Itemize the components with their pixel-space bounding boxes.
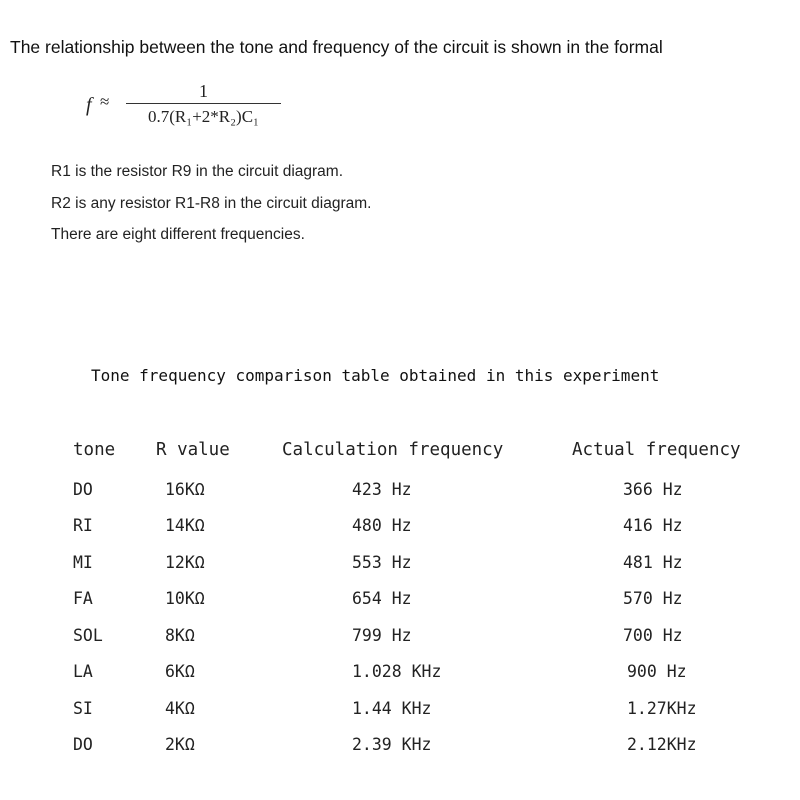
- cell-actual-frequency: 900 Hz: [627, 662, 687, 681]
- formula-fraction: [126, 80, 281, 128]
- header-calculation-frequency: Calculation frequency: [282, 440, 504, 460]
- cell-r-value: 16KΩ: [165, 480, 205, 499]
- cell-calculation-frequency: 654 Hz: [352, 589, 412, 608]
- frequency-formula: [86, 80, 306, 132]
- cell-actual-frequency: 416 Hz: [623, 516, 683, 535]
- cell-actual-frequency: 1.27KHz: [627, 699, 697, 718]
- formula-numerator: 1: [199, 81, 208, 101]
- cell-calculation-frequency: 1.028 KHz: [352, 662, 442, 681]
- note-r2: R2 is any resistor R1-R8 in the circuit diagram.: [51, 194, 372, 212]
- formula-fraction-bar: [126, 103, 281, 104]
- cell-calculation-frequency: 1.44 KHz: [352, 699, 432, 718]
- cell-calculation-frequency: 480 Hz: [352, 516, 412, 535]
- header-tone: tone: [73, 440, 116, 460]
- formula-approx-sign: ≈: [100, 92, 110, 111]
- cell-r-value: 6KΩ: [165, 662, 195, 681]
- cell-tone: LA: [73, 662, 93, 681]
- cell-actual-frequency: 481 Hz: [623, 553, 683, 572]
- cell-r-value: 8KΩ: [165, 626, 195, 645]
- cell-tone: DO: [73, 735, 93, 754]
- cell-tone: RI: [73, 516, 93, 535]
- cell-r-value: 12KΩ: [165, 553, 205, 572]
- table-row: [0, 735, 800, 765]
- intro-text: The relationship between the tone and frequency of the circuit is shown in the formal: [10, 37, 663, 57]
- table-row: [0, 480, 800, 510]
- cell-calculation-frequency: 2.39 KHz: [352, 735, 432, 754]
- table-row: [0, 589, 800, 619]
- table-row: [0, 626, 800, 656]
- cell-actual-frequency: 366 Hz: [623, 480, 683, 499]
- note-frequencies: There are eight different frequencies.: [51, 226, 305, 243]
- cell-tone: MI: [73, 553, 93, 572]
- table-caption: Tone frequency comparison table obtained in this experiment: [91, 366, 660, 385]
- cell-tone: FA: [73, 589, 93, 608]
- table-row: [0, 662, 800, 692]
- formula-denominator: 0.7(R₁+2*R₂)C₁: [148, 107, 259, 126]
- cell-calculation-frequency: 553 Hz: [352, 553, 412, 572]
- cell-r-value: 4KΩ: [165, 699, 195, 718]
- cell-actual-frequency: 2.12KHz: [627, 735, 697, 754]
- cell-r-value: 14KΩ: [165, 516, 205, 535]
- table-header-row: [0, 440, 800, 470]
- cell-tone: DO: [73, 480, 93, 499]
- note-r1: R1 is the resistor R9 in the circuit diagram.: [51, 163, 344, 180]
- cell-r-value: 10KΩ: [165, 589, 205, 608]
- table-row: [0, 699, 800, 729]
- notes-list: [51, 160, 371, 255]
- cell-actual-frequency: 570 Hz: [623, 589, 683, 608]
- cell-tone: SI: [73, 699, 93, 718]
- table-row: [0, 553, 800, 583]
- cell-r-value: 2KΩ: [165, 735, 195, 754]
- cell-calculation-frequency: 423 Hz: [352, 480, 412, 499]
- cell-tone: SOL: [73, 626, 103, 645]
- table-row: [0, 516, 800, 546]
- header-r-value: R value: [156, 440, 230, 460]
- cell-calculation-frequency: 799 Hz: [352, 626, 412, 645]
- header-actual-frequency: Actual frequency: [572, 440, 741, 460]
- formula-lhs: f: [86, 94, 92, 116]
- cell-actual-frequency: 700 Hz: [623, 626, 683, 645]
